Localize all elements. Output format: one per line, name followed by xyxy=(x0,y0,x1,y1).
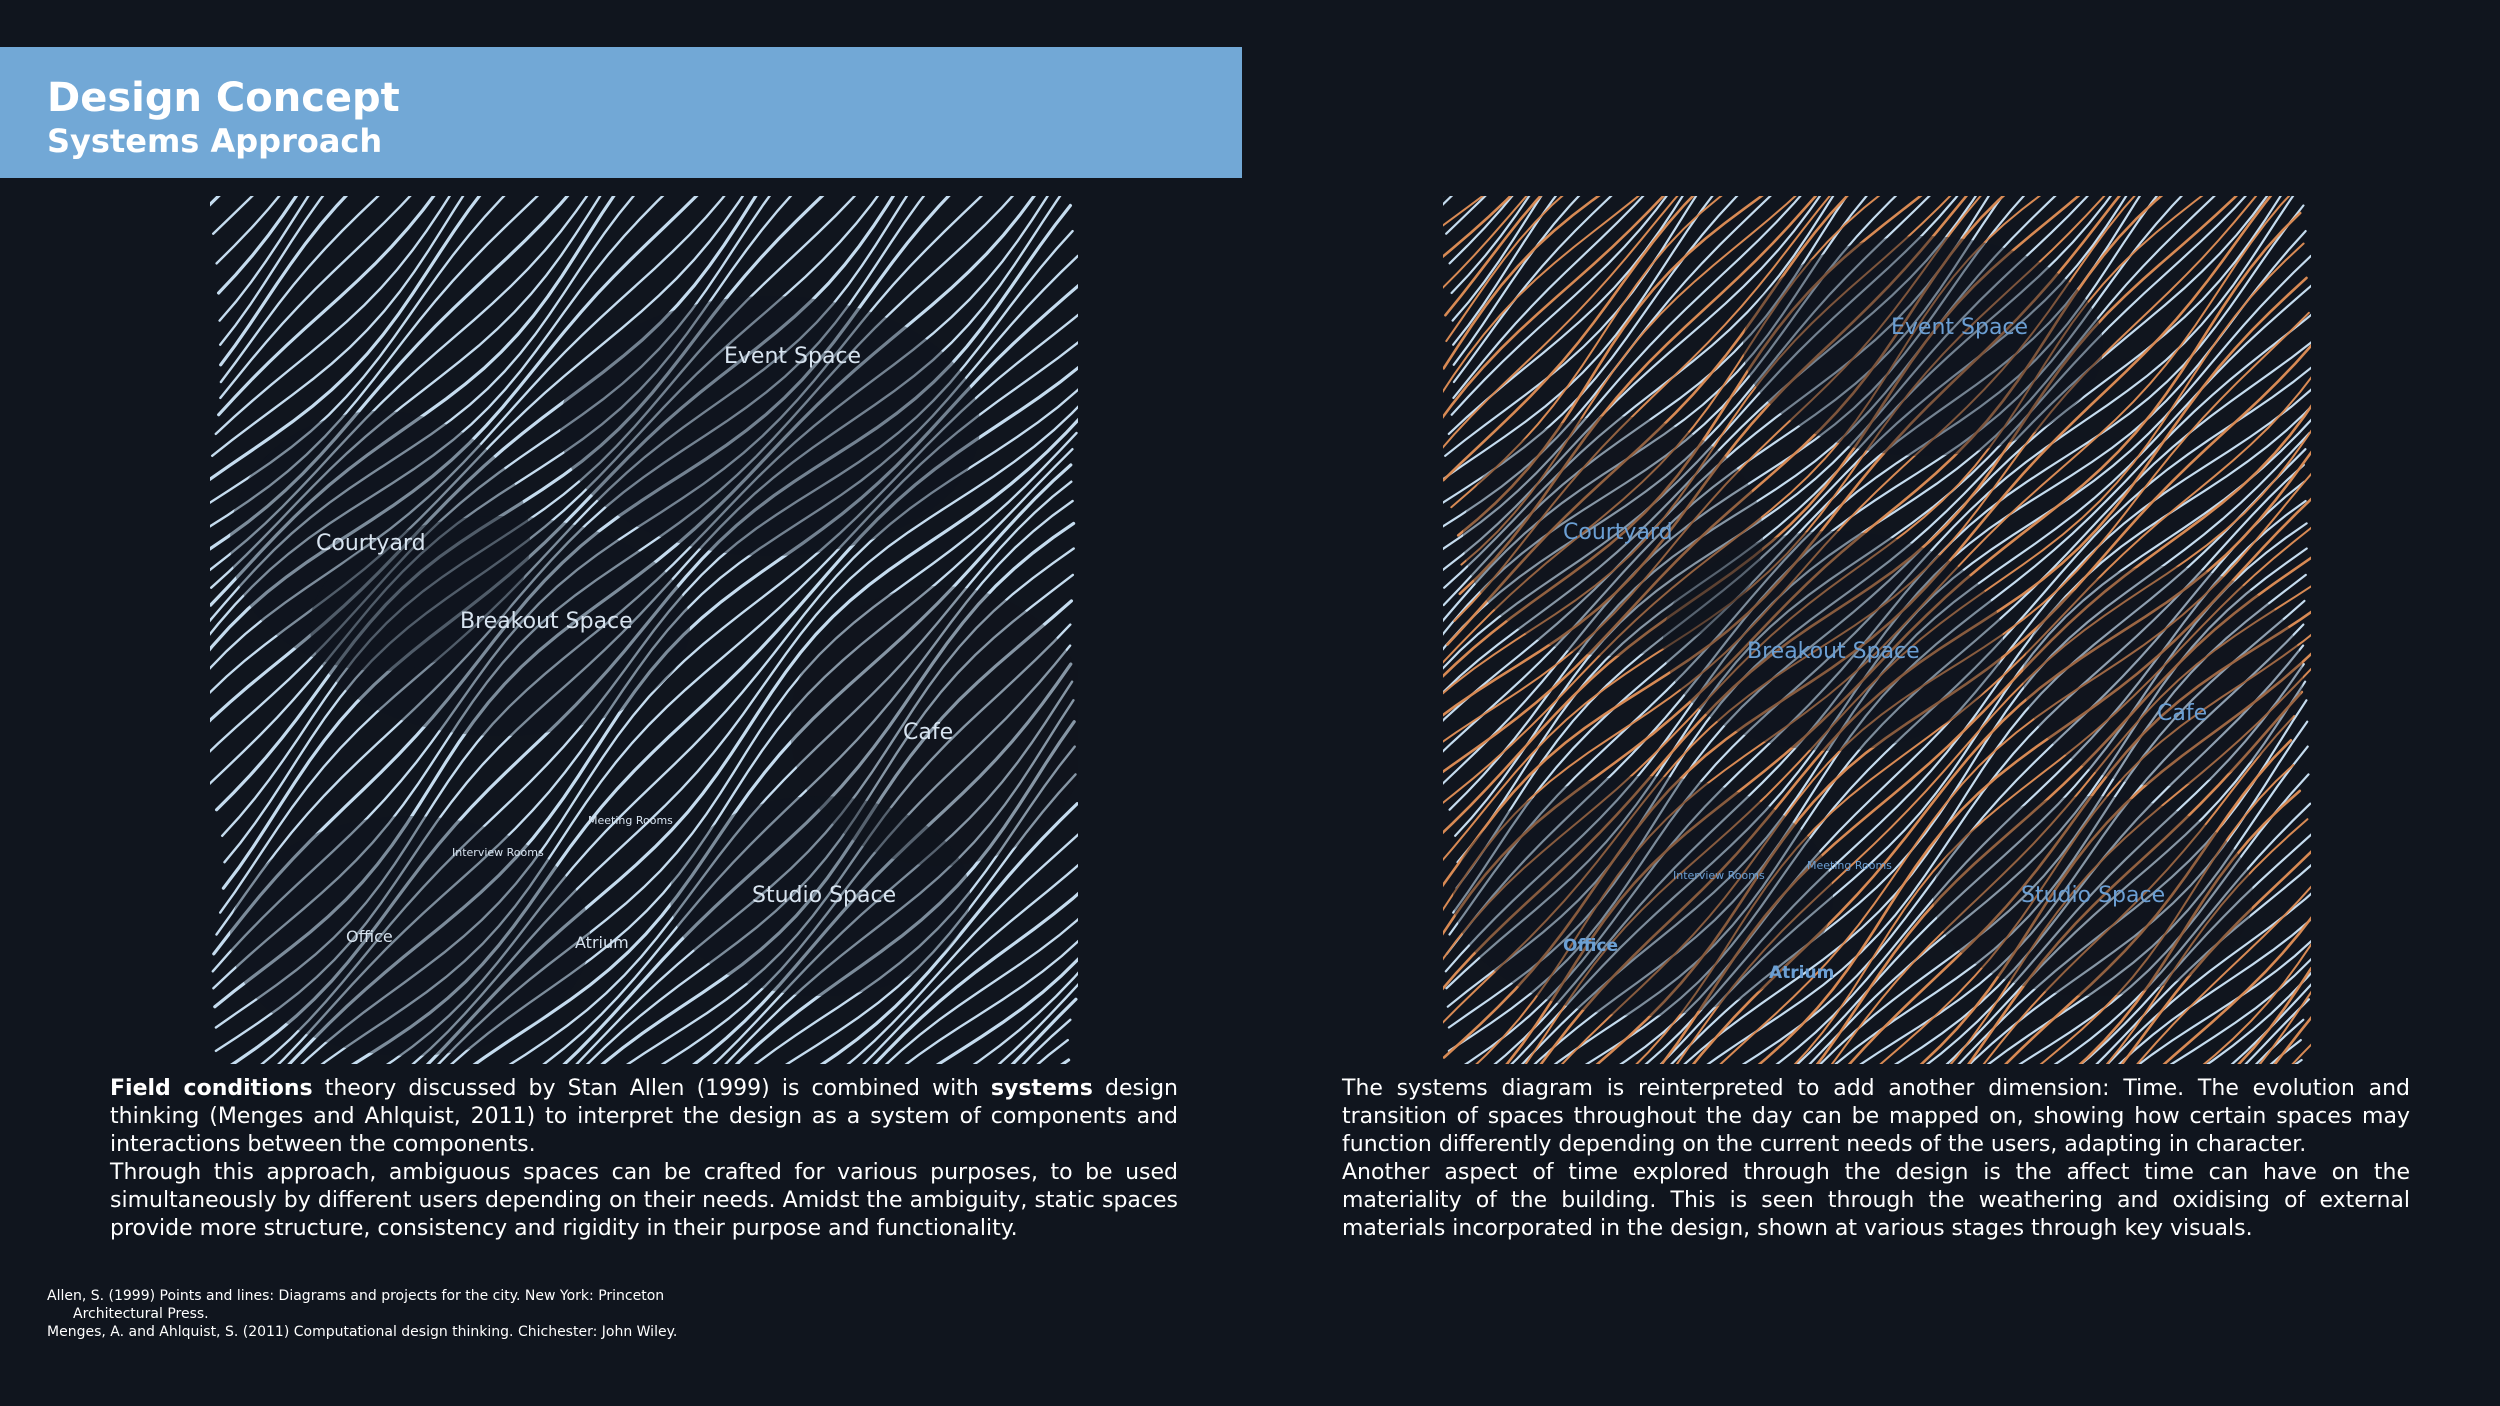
zone-label-courtyard: Courtyard xyxy=(316,531,426,556)
page-title: Design Concept xyxy=(47,75,400,121)
text-fragment: theory discussed by Stan Allen (1999) is combined with xyxy=(312,1076,991,1101)
systems-diagram xyxy=(210,196,1078,1064)
page-subtitle: Systems Approach xyxy=(47,122,383,160)
zone-label-interview-rooms: Interview Rooms xyxy=(452,846,544,859)
reference-line: Architectural Press. xyxy=(73,1306,209,1322)
time-systems-diagram xyxy=(1443,196,2311,1064)
zone-label-studio-space: Studio Space xyxy=(2021,883,2166,908)
zone-label-atrium: Atrium xyxy=(575,933,629,952)
reference-line: Allen, S. (1999) Points and lines: Diagrams and projects for the city. New York: Princeton xyxy=(47,1288,665,1304)
zone-label-breakout-space: Breakout Space xyxy=(1747,639,1920,664)
text-fragment: design thinking (Menges and Ahlquist, 2011) to interpret the design as a system of components and interactions between the components. xyxy=(110,1076,1178,1157)
zone-label-atrium: Atrium xyxy=(1769,963,1835,983)
concept-text-right xyxy=(1342,1075,2410,1243)
paragraph: The systems diagram is reinterpreted to add another dimension: Time. The evolution and transition of spaces throughout the day can be mapped on, showing how certain spaces may function differently depending on the current needs of the users, adapting in character. xyxy=(1342,1076,2410,1157)
field-lines-canvas xyxy=(1443,196,2311,1064)
field-line xyxy=(1443,1020,2303,1064)
zone-label-cafe: Cafe xyxy=(903,720,954,745)
zone-label-interview-rooms: Interview Rooms xyxy=(1673,869,1765,882)
zone-label-meeting-rooms: Meeting Rooms xyxy=(1807,859,1892,872)
term-systems: systems xyxy=(990,1076,1093,1101)
reference-line: Menges, A. and Ahlquist, S. (2011) Computational design thinking. Chichester: John Wiley. xyxy=(47,1324,678,1340)
references xyxy=(47,1287,807,1341)
zone-label-office: Office xyxy=(1563,936,1619,956)
zone-label-office: Office xyxy=(346,927,393,946)
paragraph: Another aspect of time explored through the design is the affect time can have on the materiality of the building. This is seen through the weathering and oxidising of external materials incorporated in the design, shown at various stages through key visuals. xyxy=(1342,1160,2410,1241)
term-field-conditions: Field conditions xyxy=(110,1076,313,1101)
zone-label-cafe: Cafe xyxy=(2157,701,2208,726)
field-lines-canvas xyxy=(210,196,1078,1064)
zone-label-event-space: Event Space xyxy=(724,344,862,369)
zone-label-meeting-rooms: Meeting Rooms xyxy=(588,814,673,827)
zone-label-event-space: Event Space xyxy=(1891,315,2029,340)
paragraph xyxy=(110,1075,1178,1159)
zone-shadow xyxy=(1743,236,2103,456)
zone-shadow xyxy=(560,296,980,556)
zone-label-studio-space: Studio Space xyxy=(752,883,897,908)
zone-label-breakout-space: Breakout Space xyxy=(460,609,633,634)
zone-label-courtyard: Courtyard xyxy=(1563,520,1673,545)
paragraph: Through this approach, ambiguous spaces can be crafted for various purposes, to be used simultaneously by different users depending on their needs. Amidst the ambiguity, static spaces provide more structure, consistency and rigidity in their purpose and functionality. xyxy=(110,1160,1178,1241)
zone-shadow xyxy=(2023,566,2303,786)
concept-text-left xyxy=(110,1075,1178,1243)
